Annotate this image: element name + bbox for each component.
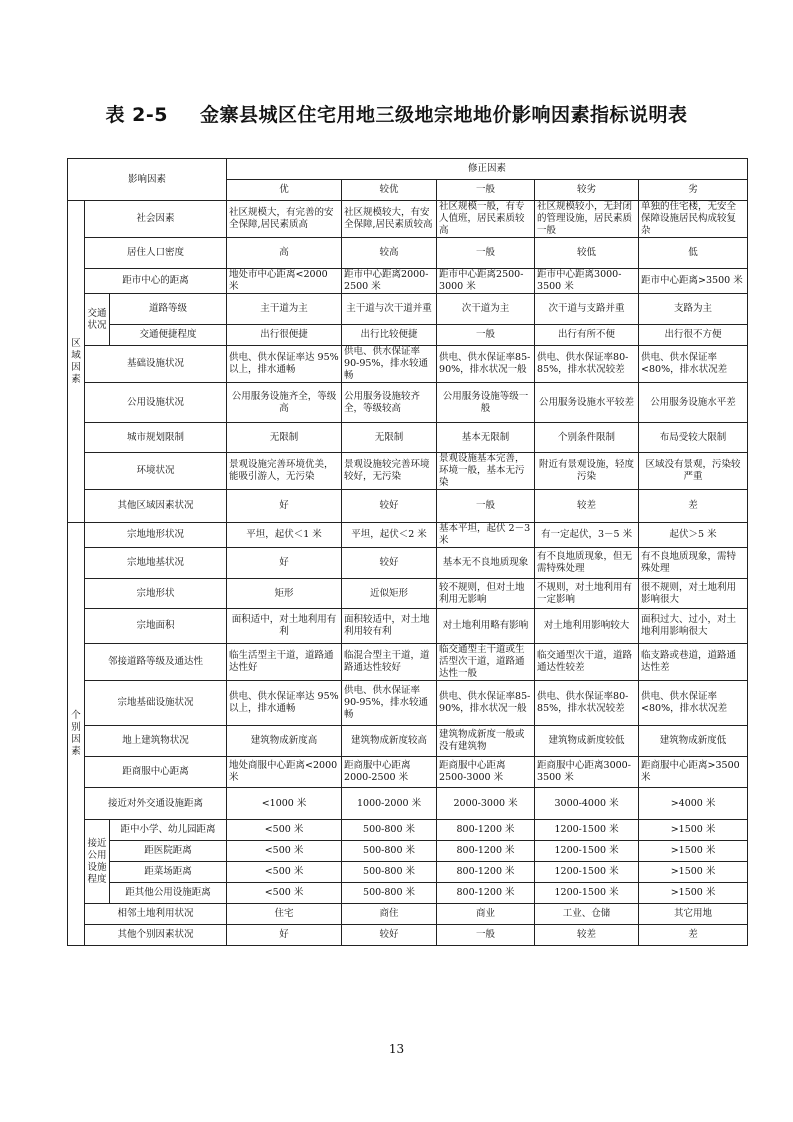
- table-cell: 供电、供水保证率<80%，排水状况差: [639, 346, 748, 383]
- table-cell: 距商服中心距离2000-2500 米: [342, 757, 437, 788]
- table-cell: <500 米: [227, 883, 342, 904]
- factor-name: 居住人口密度: [85, 238, 227, 269]
- table-cell: 供电、供水保证率80-85%，排水状况较差: [535, 346, 639, 383]
- table-cell: 500-800 米: [342, 883, 437, 904]
- table-cell: 距商服中心距离>3500 米: [639, 757, 748, 788]
- table-cell: 出行很不方便: [639, 325, 748, 346]
- factor-name: 宗地地基状况: [85, 548, 227, 579]
- factor-name: 距其他公用设施距离: [110, 883, 227, 904]
- factor-name: 距菜场距离: [110, 862, 227, 883]
- table-cell: 较好: [342, 925, 437, 946]
- table-cell: 景观设施较完善环境较好，无污染: [342, 453, 437, 490]
- table-cell: 公用服务设施等级一般: [437, 383, 535, 423]
- table-cell: 一般: [437, 325, 535, 346]
- table-cell: 一般: [437, 238, 535, 269]
- table-cell: 支路为主: [639, 294, 748, 325]
- table-cell: 建筑物成新度较高: [342, 726, 437, 757]
- table-cell: 地处市中心距离<2000 米: [227, 269, 342, 294]
- table-cell: 近似矩形: [342, 579, 437, 609]
- table-cell: 临生活型主干道，道路通达性好: [227, 644, 342, 681]
- table-cell: 距市中心距离2500-3000 米: [437, 269, 535, 294]
- factor-name: 公用设施状况: [85, 383, 227, 423]
- table-cell: 区域没有景观，污染较严重: [639, 453, 748, 490]
- header-factor: 影响因素: [68, 159, 227, 201]
- table-cell: 住宅: [227, 904, 342, 925]
- table-cell: 出行有所不便: [535, 325, 639, 346]
- table-cell: 一般: [437, 490, 535, 523]
- table-cell: <500 米: [227, 841, 342, 862]
- table-cell: 临交通型主干道或生活型次干道，道路通达性一般: [437, 644, 535, 681]
- table-cell: 次干道为主: [437, 294, 535, 325]
- table-cell: 距商服中心距离3000-3500 米: [535, 757, 639, 788]
- factor-name: 距医院距离: [110, 841, 227, 862]
- table-cell: 供电、供水保证率<80%，排水状况差: [639, 681, 748, 726]
- table-cell: 公用服务设施较齐全，等级较高: [342, 383, 437, 423]
- table-cell: 供电、供水保证率达 95%以上，排水通畅: [227, 346, 342, 383]
- table-cell: 好: [227, 925, 342, 946]
- table-cell: 布局受较大限制: [639, 423, 748, 453]
- table-cell: 主干道为主: [227, 294, 342, 325]
- table-cell: 景观设施完善环境优美，能吸引游人，无污染: [227, 453, 342, 490]
- factor-name: 相邻土地利用状况: [85, 904, 227, 925]
- factor-name: 宗地面积: [85, 609, 227, 644]
- header-level: 优: [227, 180, 342, 201]
- table-cell: 较好: [342, 548, 437, 579]
- table-cell: 1200-1500 米: [535, 862, 639, 883]
- table-cell: 距市中心距离>3500 米: [639, 269, 748, 294]
- table-cell: 地处商服中心距离<2000 米: [227, 757, 342, 788]
- header-level: 较优: [342, 180, 437, 201]
- table-cell: 供电、供水保证率90-95%，排水较通畅: [342, 346, 437, 383]
- factor-name: 城市规划限制: [85, 423, 227, 453]
- table-cell: >1500 米: [639, 841, 748, 862]
- table-cell: >1500 米: [639, 883, 748, 904]
- table-cell: 平坦，起伏＜1 米: [227, 523, 342, 548]
- table-cell: 平坦，起伏＜2 米: [342, 523, 437, 548]
- table-cell: 2000-3000 米: [437, 788, 535, 820]
- table-cell: 供电、供水保证率达 95%以上，排水通畅: [227, 681, 342, 726]
- table-cell: 差: [639, 925, 748, 946]
- table-cell: 主干道与次干道并重: [342, 294, 437, 325]
- subgroup-access: 接近 公用 设施 程度: [85, 820, 110, 904]
- table-cell: 建筑物成新度高: [227, 726, 342, 757]
- factor-name: 接近对外交通设施距离: [85, 788, 227, 820]
- table-cell: 供电、供水保证率80-85%，排水状况较差: [535, 681, 639, 726]
- table-cell: 有一定起伏，3－5 米: [535, 523, 639, 548]
- table-cell: 1000-2000 米: [342, 788, 437, 820]
- table-cell: 建筑物成新度一般或没有建筑物: [437, 726, 535, 757]
- table-cell: 差: [639, 490, 748, 523]
- table-cell: 距市中心距离3000-3500 米: [535, 269, 639, 294]
- table-cell: 3000-4000 米: [535, 788, 639, 820]
- table-cell: 无限制: [342, 423, 437, 453]
- table-cell: 500-800 米: [342, 820, 437, 841]
- header-level: 较劣: [535, 180, 639, 201]
- factor-name: 宗地地形状况: [85, 523, 227, 548]
- factor-name: 距中小学、幼儿园距离: [110, 820, 227, 841]
- table-cell: 800-1200 米: [437, 820, 535, 841]
- factor-name: 距市中心的距离: [85, 269, 227, 294]
- table-cell: 出行比较便捷: [342, 325, 437, 346]
- factor-name: 距商服中心距离: [85, 757, 227, 788]
- factor-name: 邻接道路等级及通达性: [85, 644, 227, 681]
- table-cell: 较低: [535, 238, 639, 269]
- table-cell: 好: [227, 490, 342, 523]
- table-cell: 供电、供水保证率85-90%，排水状况一般: [437, 681, 535, 726]
- table-cell: 供电、供水保证率85-90%，排水状况一般: [437, 346, 535, 383]
- table-cell: 起伏＞5 米: [639, 523, 748, 548]
- header-correction: 修正因素: [227, 159, 748, 180]
- table-cell: 较高: [342, 238, 437, 269]
- subgroup-traffic: 交通 状况: [85, 294, 110, 346]
- factor-name: 基础设施状况: [85, 346, 227, 383]
- table-cell: 较好: [342, 490, 437, 523]
- factor-name: 交通便捷程度: [110, 325, 227, 346]
- table-cell: 临支路或巷道，道路通达性差: [639, 644, 748, 681]
- table-cell: 面积过大、过小，对土地利用影响很大: [639, 609, 748, 644]
- table-cell: 社区规模大，有完善的安全保障,居民素质高: [227, 201, 342, 238]
- table-cell: 基本平坦，起伏 2－3 米: [437, 523, 535, 548]
- table-cell: 1200-1500 米: [535, 820, 639, 841]
- group-individual: 个 别 因 素: [68, 523, 85, 946]
- table-cell: 距市中心距离2000-2500 米: [342, 269, 437, 294]
- table-cell: 较不规则，但对土地利用无影响: [437, 579, 535, 609]
- table-cell: 临混合型主干道，道路通达性较好: [342, 644, 437, 681]
- page-number: 13: [388, 1042, 405, 1056]
- table-cell: 低: [639, 238, 748, 269]
- table-cell: 1200-1500 米: [535, 841, 639, 862]
- table-cell: 公用服务设施水平较差: [535, 383, 639, 423]
- table-cell: 较差: [535, 925, 639, 946]
- table-cell: 临交通型次干道，道路通达性较差: [535, 644, 639, 681]
- factor-name: 环境状况: [85, 453, 227, 490]
- table-cell: 500-800 米: [342, 841, 437, 862]
- table-cell: 社区规模较小，无封闭的管理设施，居民素质一般: [535, 201, 639, 238]
- table-cell: 基本无限制: [437, 423, 535, 453]
- table-cell: 500-800 米: [342, 862, 437, 883]
- table-cell: 很不规则，对土地利用影响很大: [639, 579, 748, 609]
- factor-name: 地上建筑物状况: [85, 726, 227, 757]
- table-cell: 对土地利用略有影响: [437, 609, 535, 644]
- table-cell: >1500 米: [639, 862, 748, 883]
- table-cell: 800-1200 米: [437, 883, 535, 904]
- group-regional: 区 域 因 素: [68, 201, 85, 523]
- table-cell: 矩形: [227, 579, 342, 609]
- table-cell: 不规则，对土地利用有一定影响: [535, 579, 639, 609]
- table-cell: 工业、仓储: [535, 904, 639, 925]
- table-cell: 社区规模一般，有专人值班，居民素质较高: [437, 201, 535, 238]
- factor-name: 社会因素: [85, 201, 227, 238]
- factor-name: 宗地基础设施状况: [85, 681, 227, 726]
- factor-name: 其他区域因素状况: [85, 490, 227, 523]
- table-cell: 有不良地质现象，但无需特殊处理: [535, 548, 639, 579]
- table-cell: 次干道与支路并重: [535, 294, 639, 325]
- table-cell: <500 米: [227, 820, 342, 841]
- table-cell: 距商服中心距离2500-3000 米: [437, 757, 535, 788]
- table-cell: 对土地利用影响较大: [535, 609, 639, 644]
- header-level: 劣: [639, 180, 748, 201]
- table-cell: 好: [227, 548, 342, 579]
- factor-name: 道路等级: [110, 294, 227, 325]
- table-cell: 面积适中，对土地利用有利: [227, 609, 342, 644]
- table-cell: >1500 米: [639, 820, 748, 841]
- table-cell: 建筑物成新度低: [639, 726, 748, 757]
- table-cell: 供电、供水保证率90-95%，排水较通畅: [342, 681, 437, 726]
- factor-name: 宗地形状: [85, 579, 227, 609]
- table-cell: 商业: [437, 904, 535, 925]
- table-cell: <1000 米: [227, 788, 342, 820]
- factor-name: 其他个别因素状况: [85, 925, 227, 946]
- table-cell: 1200-1500 米: [535, 883, 639, 904]
- table-cell: 社区规模较大，有安全保障,居民素质较高: [342, 201, 437, 238]
- table-cell: 基本无不良地质现象: [437, 548, 535, 579]
- table-cell: 出行很便捷: [227, 325, 342, 346]
- table-cell: 面积较适中，对土地利用较有利: [342, 609, 437, 644]
- table-title-text: 金寨县城区住宅用地三级地宗地地价影响因素指标说明表: [199, 104, 688, 126]
- factor-table: [67, 158, 748, 946]
- table-cell: 其它用地: [639, 904, 748, 925]
- table-cell: 800-1200 米: [437, 841, 535, 862]
- table-cell: >4000 米: [639, 788, 748, 820]
- table-cell: 商住: [342, 904, 437, 925]
- header-level: 一般: [437, 180, 535, 201]
- table-cell: 800-1200 米: [437, 862, 535, 883]
- table-cell: 高: [227, 238, 342, 269]
- table-cell: 附近有景观设施，轻度污染: [535, 453, 639, 490]
- table-cell: 建筑物成新度较低: [535, 726, 639, 757]
- table-cell: 较差: [535, 490, 639, 523]
- table-cell: 有不良地质现象，需特殊处理: [639, 548, 748, 579]
- table-title: [0, 100, 793, 127]
- table-cell: 公用服务设施水平差: [639, 383, 748, 423]
- table-cell: 单独的住宅楼，无安全保障设施居民构成较复杂: [639, 201, 748, 238]
- table-cell: 个别条件限制: [535, 423, 639, 453]
- table-cell: 公用服务设施齐全，等级高: [227, 383, 342, 423]
- table-code: 表 2-5: [105, 104, 168, 126]
- table-cell: <500 米: [227, 862, 342, 883]
- table-cell: 一般: [437, 925, 535, 946]
- table-cell: 景观设施基本完善，环境一般，基本无污染: [437, 453, 535, 490]
- table-cell: 无限制: [227, 423, 342, 453]
